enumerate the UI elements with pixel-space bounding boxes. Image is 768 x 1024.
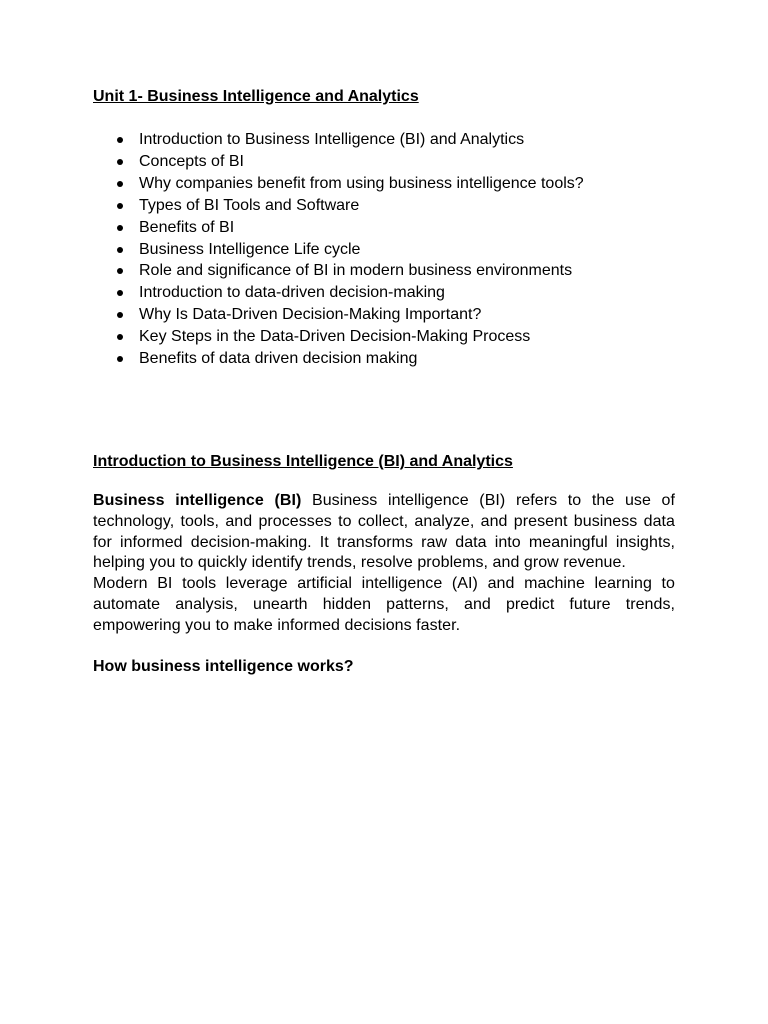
- list-item-text: Key Steps in the Data-Driven Decision-Making Process: [139, 328, 531, 346]
- list-item-text: Benefits of data driven decision making: [139, 350, 418, 368]
- list-item: [93, 282, 675, 304]
- list-item-text: Why companies benefit from using business intelligence tools?: [139, 174, 584, 192]
- bullet-icon: [117, 268, 123, 274]
- bullet-icon: [117, 247, 123, 253]
- bullet-icon: [117, 290, 123, 296]
- list-item-text: Introduction to data-driven decision-making: [139, 284, 445, 302]
- paragraph-modern-bi: Modern BI tools leverage artificial intelligence (AI) and machine learning to automate analysis, unearth hidden patterns, and predict future trends, empowering you to make informed decisions faster.: [93, 575, 675, 634]
- list-item: [93, 239, 675, 261]
- paragraph-lead: Business intelligence (BI): [93, 491, 302, 509]
- topic-list: [93, 129, 675, 370]
- list-item: [93, 195, 675, 217]
- list-item: [93, 217, 675, 239]
- list-item: [93, 173, 675, 195]
- list-item: [93, 260, 675, 282]
- subheading: How business intelligence works?: [93, 657, 354, 675]
- list-item: [93, 348, 675, 370]
- list-item-text: Benefits of BI: [139, 218, 235, 236]
- list-item-text: Why Is Data-Driven Decision-Making Important?: [139, 306, 482, 324]
- bullet-icon: [117, 159, 123, 165]
- document-content: [93, 86, 675, 678]
- list-item-text: Role and significance of BI in modern business environments: [139, 262, 573, 280]
- list-item: [93, 129, 675, 151]
- bullet-icon: [117, 334, 123, 340]
- bullet-icon: [117, 203, 123, 209]
- list-item: [93, 151, 675, 173]
- paragraph-body: Business intelligence (BI) refers to the use of technology, tools, and processes to collect, analyze, and present business data for informed decision-making. It transforms raw data into meaningful insights, helping you to quickly identify trends, resolve problems, and grow revenue.: [93, 491, 676, 572]
- bullet-icon: [117, 312, 123, 318]
- list-item: [93, 304, 675, 326]
- list-item-text: Business Intelligence Life cycle: [139, 240, 361, 258]
- bullet-icon: [117, 137, 123, 143]
- list-item-text: Concepts of BI: [139, 152, 244, 170]
- bullet-icon: [117, 181, 123, 187]
- section-title: Introduction to Business Intelligence (BI) and Analytics: [93, 452, 513, 470]
- list-item-text: Introduction to Business Intelligence (BI) and Analytics: [139, 131, 525, 148]
- unit-title: Unit 1- Business Intelligence and Analytics: [93, 88, 419, 105]
- bullet-icon: [117, 356, 123, 362]
- list-item: [93, 326, 675, 348]
- paragraph-intro: [93, 491, 675, 574]
- bullet-icon: [117, 225, 123, 231]
- list-item-text: Types of BI Tools and Software: [139, 196, 360, 214]
